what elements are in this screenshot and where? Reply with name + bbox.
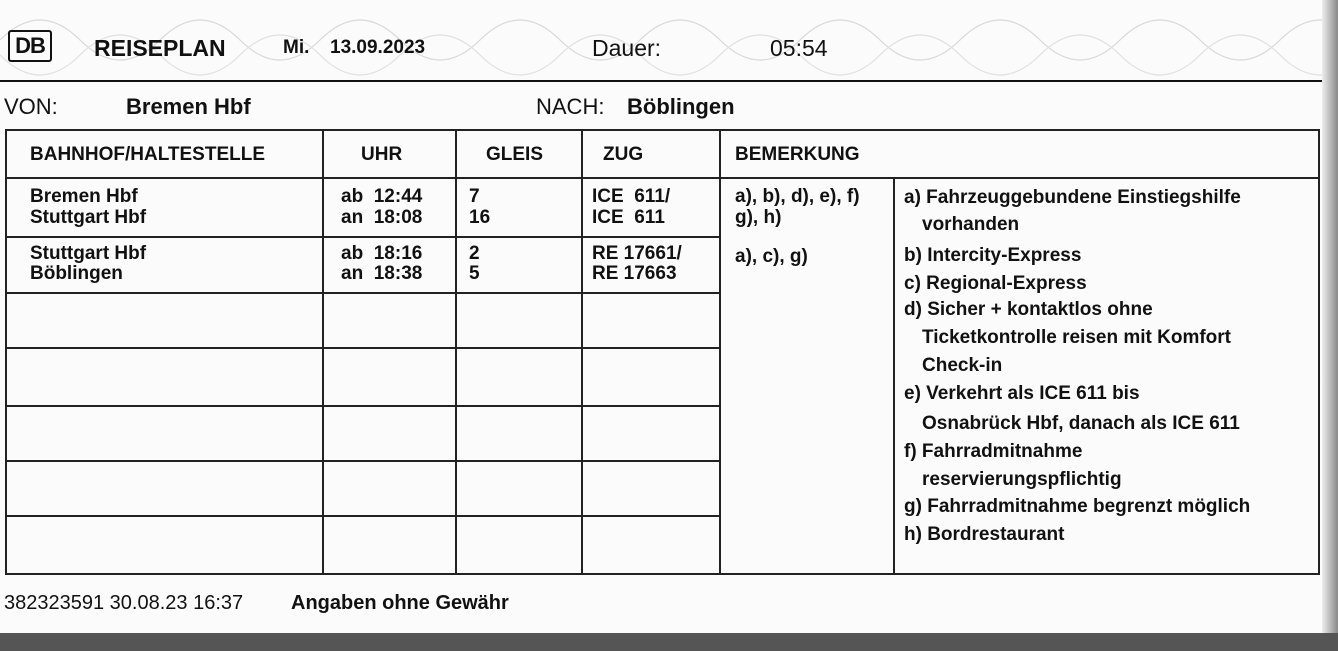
- column-header-track: GLEIS: [486, 144, 544, 165]
- duration-label: Dauer:: [592, 35, 662, 61]
- time-arrival: an 18:08: [341, 207, 423, 228]
- note-line: Check-in: [922, 355, 1003, 376]
- scan-bottom-edge: [0, 633, 1338, 651]
- document-title: REISEPLAN: [94, 35, 226, 61]
- train-number: ICE 611/: [592, 186, 671, 207]
- disclaimer: Angaben ohne Gewähr: [291, 592, 509, 614]
- note-line: vorhanden: [922, 214, 1020, 235]
- travel-date: 13.09.2023: [330, 37, 426, 58]
- column-header-station: BAHNHOF/HALTESTELLE: [30, 144, 266, 165]
- remark-codes: a), b), d), e), f): [735, 186, 860, 207]
- station-departure: Bremen Hbf: [30, 186, 138, 207]
- track-arrival: 16: [469, 207, 491, 228]
- scan-edge: [1322, 0, 1338, 651]
- column-header-train: ZUG: [603, 144, 644, 165]
- train-number: ICE 611: [592, 207, 665, 228]
- track-departure: 2: [469, 243, 480, 264]
- remark-codes: g), h): [735, 207, 782, 228]
- from-station: Bremen Hbf: [126, 94, 251, 119]
- note-line: Ticketkontrolle reisen mit Komfort: [922, 327, 1231, 348]
- time-departure: ab 12:44: [341, 186, 423, 207]
- station-arrival: Böblingen: [30, 263, 123, 284]
- column-header-time: UHR: [361, 144, 403, 165]
- note-line: e) Verkehrt als ICE 611 bis: [904, 383, 1140, 404]
- weekday: Mi.: [283, 37, 310, 58]
- header-divider: [0, 80, 1322, 82]
- note-line: reservierungspflichtig: [922, 469, 1122, 490]
- note-line: d) Sicher + kontaktlos ohne: [904, 299, 1153, 320]
- time-departure: ab 18:16: [341, 243, 423, 264]
- to-label: NACH:: [536, 94, 605, 119]
- column-header-remarks: BEMERKUNG: [735, 144, 860, 165]
- note-line: g) Fahrradmitnahme begrenzt möglich: [904, 496, 1251, 517]
- remark-codes: a), c), g): [735, 246, 808, 267]
- train-number: RE 17661/: [592, 243, 682, 264]
- note-line: c) Regional-Express: [904, 273, 1087, 294]
- time-arrival: an 18:38: [341, 263, 423, 284]
- note-line: h) Bordrestaurant: [904, 524, 1065, 545]
- train-number: RE 17663: [592, 263, 677, 284]
- to-station: Böblingen: [627, 94, 735, 119]
- ticket-info: 382323591 30.08.23 16:37: [4, 592, 244, 614]
- note-line: a) Fahrzeuggebundene Einstiegshilfe: [904, 187, 1241, 208]
- note-line: f) Fahrradmitnahme: [904, 441, 1083, 462]
- station-departure: Stuttgart Hbf: [30, 243, 147, 264]
- station-arrival: Stuttgart Hbf: [30, 207, 147, 228]
- from-label: VON:: [4, 94, 58, 119]
- note-line: Osnabrück Hbf, danach als ICE 611: [922, 413, 1240, 434]
- duration-value: 05:54: [770, 35, 828, 61]
- db-logo: DB: [8, 30, 52, 62]
- track-departure: 7: [469, 186, 480, 207]
- note-line: b) Intercity-Express: [904, 245, 1082, 266]
- track-arrival: 5: [469, 263, 480, 284]
